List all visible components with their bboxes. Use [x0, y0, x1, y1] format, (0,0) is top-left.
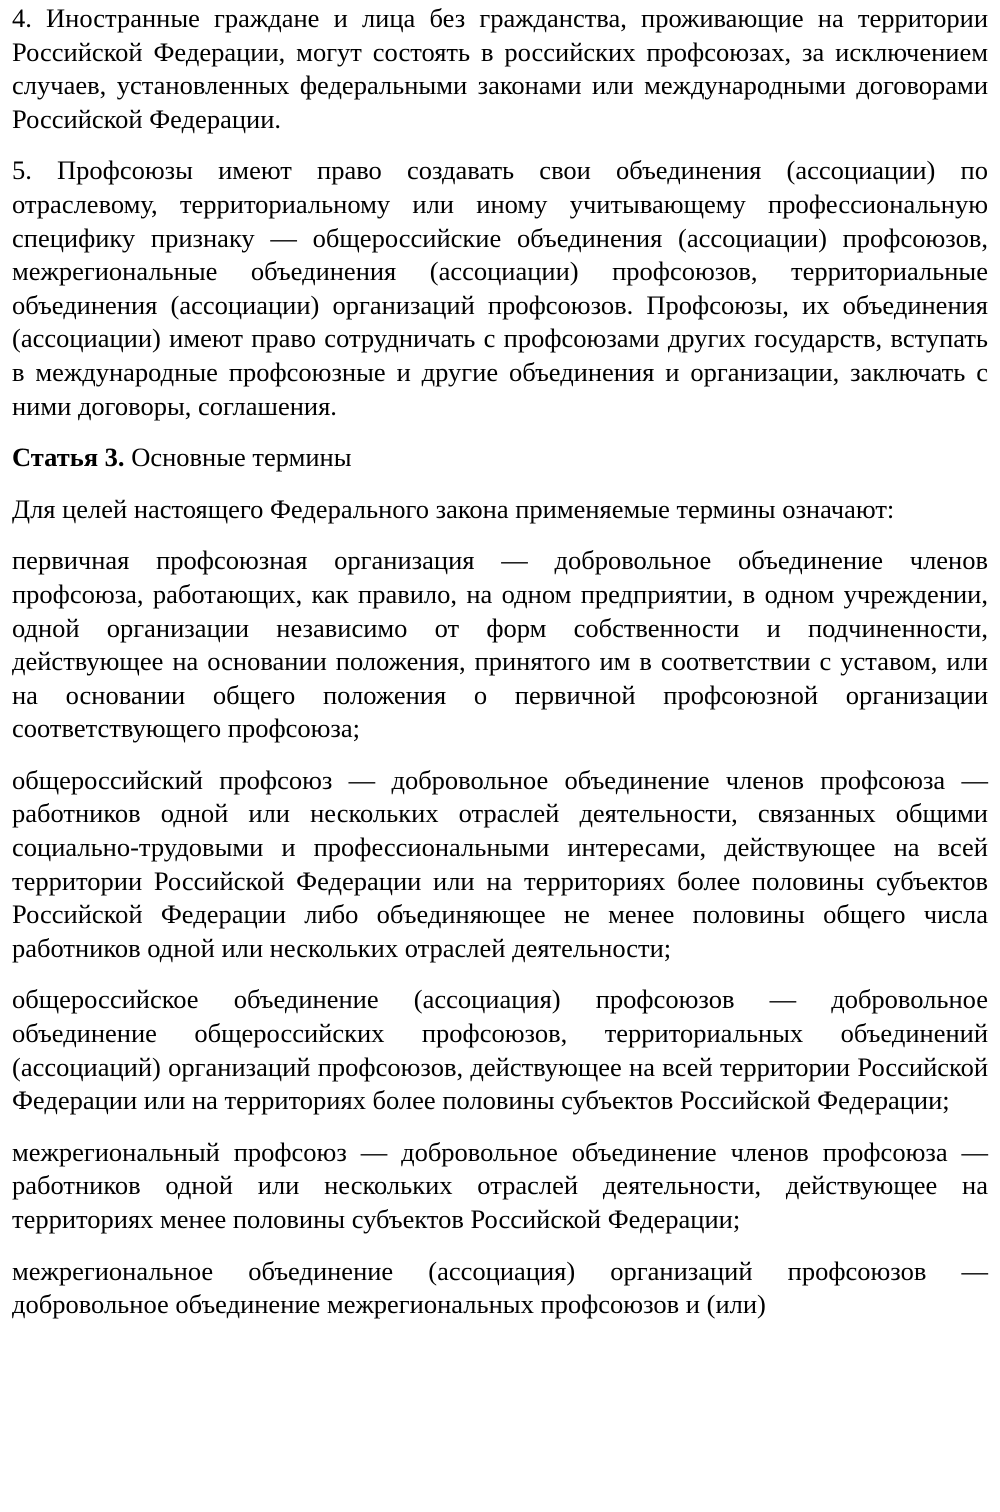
paragraph-item-4: 4. Иностранные граждане и лица без гражданства, проживающие на территории Российской Федерации, могут состоять в российских профсоюзах, за исключением случаев, установленных федеральными законами или международными договорами Российской Федерации. [12, 3, 988, 134]
paragraph-item-5: 5. Профсоюзы имеют право создавать свои объединения (ассоциации) по отраслевому, территориальному или иному учитывающему профессиональную специфику признаку — общероссийские объединения (ассоциации) профсоюзов, межрегиональные объединения (ассоциации) профсоюзов, территориальные объединения (ассоциации) организаций профсоюзов. Профсоюзы, их объединения (ассоциации) имеют право сотрудничать с профсоюзами других государств, вступать в международные профсоюзные и другие объединения и организации, заключать с ними договоры, соглашения. [12, 155, 988, 421]
term-all-russian-union: общероссийский профсоюз — добровольное объединение членов профсоюза — работников одной или нескольких отраслей деятельности, связанных общими социально-трудовыми и профессиональными интересами, действующее на всей территории Российской Федерации или на территориях более половины субъектов Российской Федерации либо объединяющее не менее половины общего числа работников одной или нескольких отраслей деятельности; [12, 764, 988, 963]
article-heading [12, 441, 988, 475]
term-primary-organization: первичная профсоюзная организация — добровольное объединение членов профсоюза, работающих, как правило, на одном предприятии, в одном учреждении, одной организации независимо от форм собственности и подчиненности, действующее на основании положения, принятого им в соответствии с уставом, или на основании общего положения о первичной профсоюзной организации соответствующего профсоюза; [12, 545, 988, 744]
term-interregional-union: межрегиональный профсоюз — добровольное объединение членов профсоюза — работников одной или нескольких отраслей деятельности, действующее на территориях менее половины субъектов Российской Федерации; [12, 1136, 988, 1234]
term-all-russian-association: общероссийское объединение (ассоциация) профсоюзов — добровольное объединение общероссийских профсоюзов, территориальных объединений (ассоциаций) организаций профсоюзов, действующее на всей территории Российской Федерации или на территориях более половины субъектов Российской Федерации; [12, 984, 988, 1116]
document-page [12, 0, 988, 1340]
article-number: Статья 3. [12, 442, 125, 473]
term-interregional-association: межрегиональное объединение (ассоциация) организаций профсоюзов — добровольное объединение межрегиональных профсоюзов и (или) [12, 1255, 988, 1320]
article-title: Основные термины [124, 442, 352, 473]
definitions-intro: Для целей настоящего Федерального закона применяемые термины означают: [12, 493, 895, 524]
